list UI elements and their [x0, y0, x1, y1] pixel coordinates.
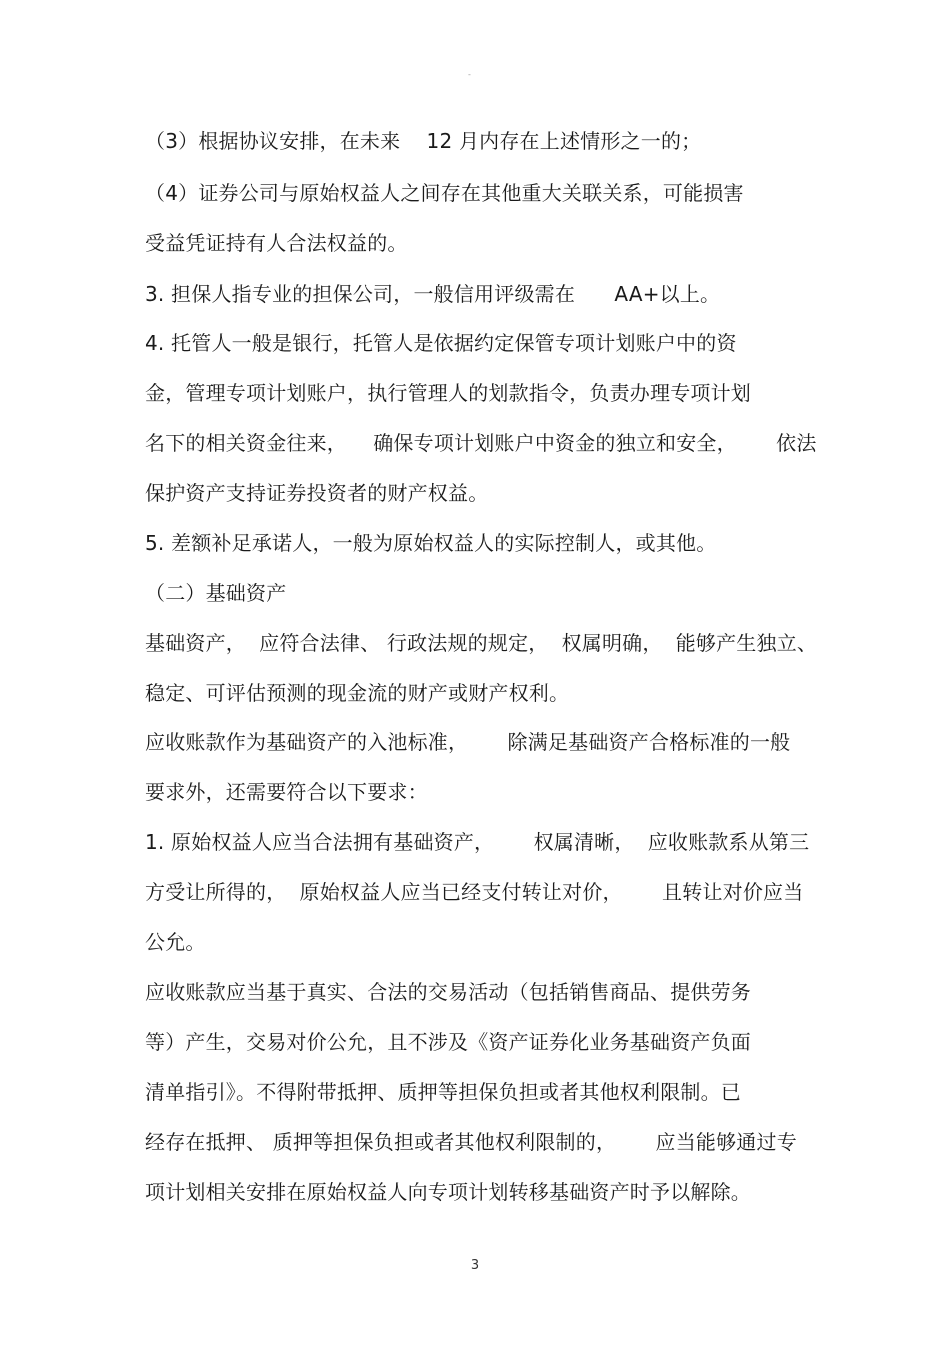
text-line: 基础资产， 应符合法律、 行政法规的规定， 权属明确， 能够产生独立、	[145, 631, 818, 655]
text-line: （3）根据协议安排，在未来 12 月内存在上述情形之一的；	[145, 129, 702, 153]
text-line: 受益凭证持有人合法权益的。	[145, 231, 408, 255]
section-heading: （二）基础资产	[145, 581, 287, 605]
text-line: 1. 原始权益人应当合法拥有基础资产， 权属清晰， 应收账款系从第三	[145, 830, 810, 854]
text-line: 等）产生，交易对价公允，且不涉及《资产证券化业务基础资产负面	[145, 1030, 751, 1054]
text-line: 4. 托管人一般是银行，托管人是依据约定保管专项计划账户中的资	[145, 331, 737, 355]
text-line: 金，管理专项计划账户，执行管理人的划款指令，负责办理专项计划	[145, 381, 751, 405]
text-line: （4）证券公司与原始权益人之间存在其他重大关联关系，可能损害	[145, 181, 744, 205]
text-line: 项计划相关安排在原始权益人向专项计划转移基础资产时予以解除。	[145, 1180, 751, 1204]
text-line: 稳定、可评估预测的现金流的财产或财产权利。	[145, 681, 570, 705]
text-line: 应收账款作为基础资产的入池标准， 除满足基础资产合格标准的一般	[145, 730, 791, 754]
page-number: 3	[470, 1258, 480, 1273]
text-line: 保护资产支持证券投资者的财产权益。	[145, 481, 489, 505]
header-mark: -	[468, 70, 471, 79]
text-line: 名下的相关资金往来， 确保专项计划账户中资金的独立和安全， 依法	[145, 431, 817, 455]
text-line: 要求外，还需要符合以下要求：	[145, 780, 428, 804]
text-line: 5. 差额补足承诺人，一般为原始权益人的实际控制人，或其他。	[145, 531, 717, 555]
text-line: 应收账款应当基于真实、合法的交易活动（包括销售商品、提供劳务	[145, 980, 751, 1004]
text-line: 方受让所得的， 原始权益人应当已经支付转让对价， 且转让对价应当	[145, 880, 804, 904]
text-line: 公允。	[145, 930, 206, 954]
text-line: 清单指引》。不得附带抵押、质押等担保负担或者其他权利限制。已	[145, 1080, 741, 1104]
text-line: 3. 担保人指专业的担保公司，一般信用评级需在 AA+以上。	[145, 282, 721, 306]
text-line: 经存在抵押、 质押等担保负担或者其他权利限制的， 应当能够通过专	[145, 1130, 797, 1154]
